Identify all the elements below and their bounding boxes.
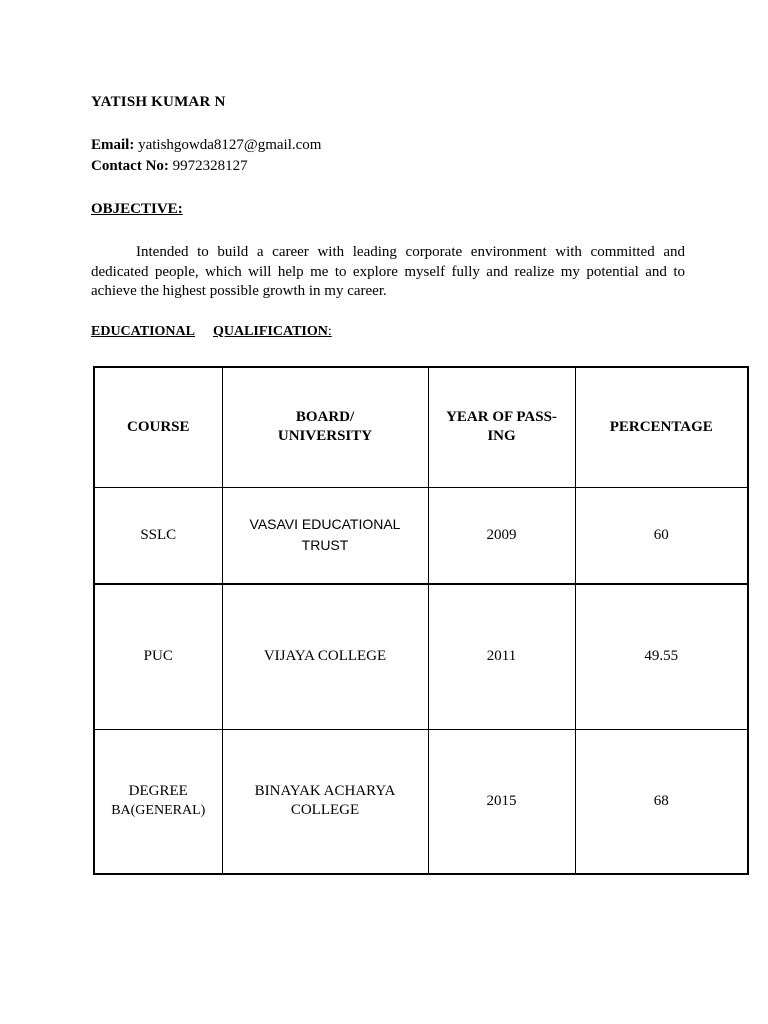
- education-heading-part1: EDUCATIONAL: [91, 324, 195, 339]
- cell-board: VASAVI EDUCATIONAL TRUST: [222, 487, 428, 584]
- cell-course: SSLC: [94, 487, 222, 584]
- cell-percentage: 68: [575, 729, 748, 874]
- education-heading: [91, 324, 332, 340]
- resume-name: YATISH KUMAR N: [91, 94, 226, 110]
- header-board: BOARD/ UNIVERSITY: [222, 367, 428, 487]
- contact-value: 9972328127: [172, 158, 248, 174]
- email-value: yatishgowda8127@gmail.com: [138, 137, 322, 153]
- education-heading-part2: QUALIFICATION: [212, 324, 328, 339]
- header-percentage: PERCENTAGE: [575, 367, 748, 487]
- table-row: [94, 584, 748, 729]
- cell-course: PUC: [94, 584, 222, 729]
- header-year: YEAR OF PASS- ING: [428, 367, 575, 487]
- cell-year: 2011: [428, 584, 575, 729]
- email-line: [91, 137, 321, 154]
- contact-line: [91, 158, 248, 175]
- cell-course: DEGREE BA(GENERAL): [94, 729, 222, 874]
- education-heading-colon: :: [327, 324, 332, 339]
- cell-board: VIJAYA COLLEGE: [222, 584, 428, 729]
- table-header-row: [94, 367, 748, 487]
- contact-label: Contact No:: [91, 158, 169, 174]
- cell-percentage: 49.55: [575, 584, 748, 729]
- cell-board: BINAYAK ACHARYA COLLEGE: [222, 729, 428, 874]
- cell-year: 2015: [428, 729, 575, 874]
- table-row: [94, 729, 748, 874]
- email-label: Email:: [91, 137, 135, 153]
- education-table: [93, 366, 749, 875]
- table-row: [94, 487, 748, 584]
- cell-percentage: 60: [575, 487, 748, 584]
- cell-year: 2009: [428, 487, 575, 584]
- objective-heading: OBJECTIVE:: [91, 201, 183, 217]
- header-course: COURSE: [94, 367, 222, 487]
- objective-text: Intended to build a career with leading corporate environment with committed and dedicated people, which will help me to explore myself fully and realize my potential and to achieve the highest possible growth in my career.: [91, 244, 685, 299]
